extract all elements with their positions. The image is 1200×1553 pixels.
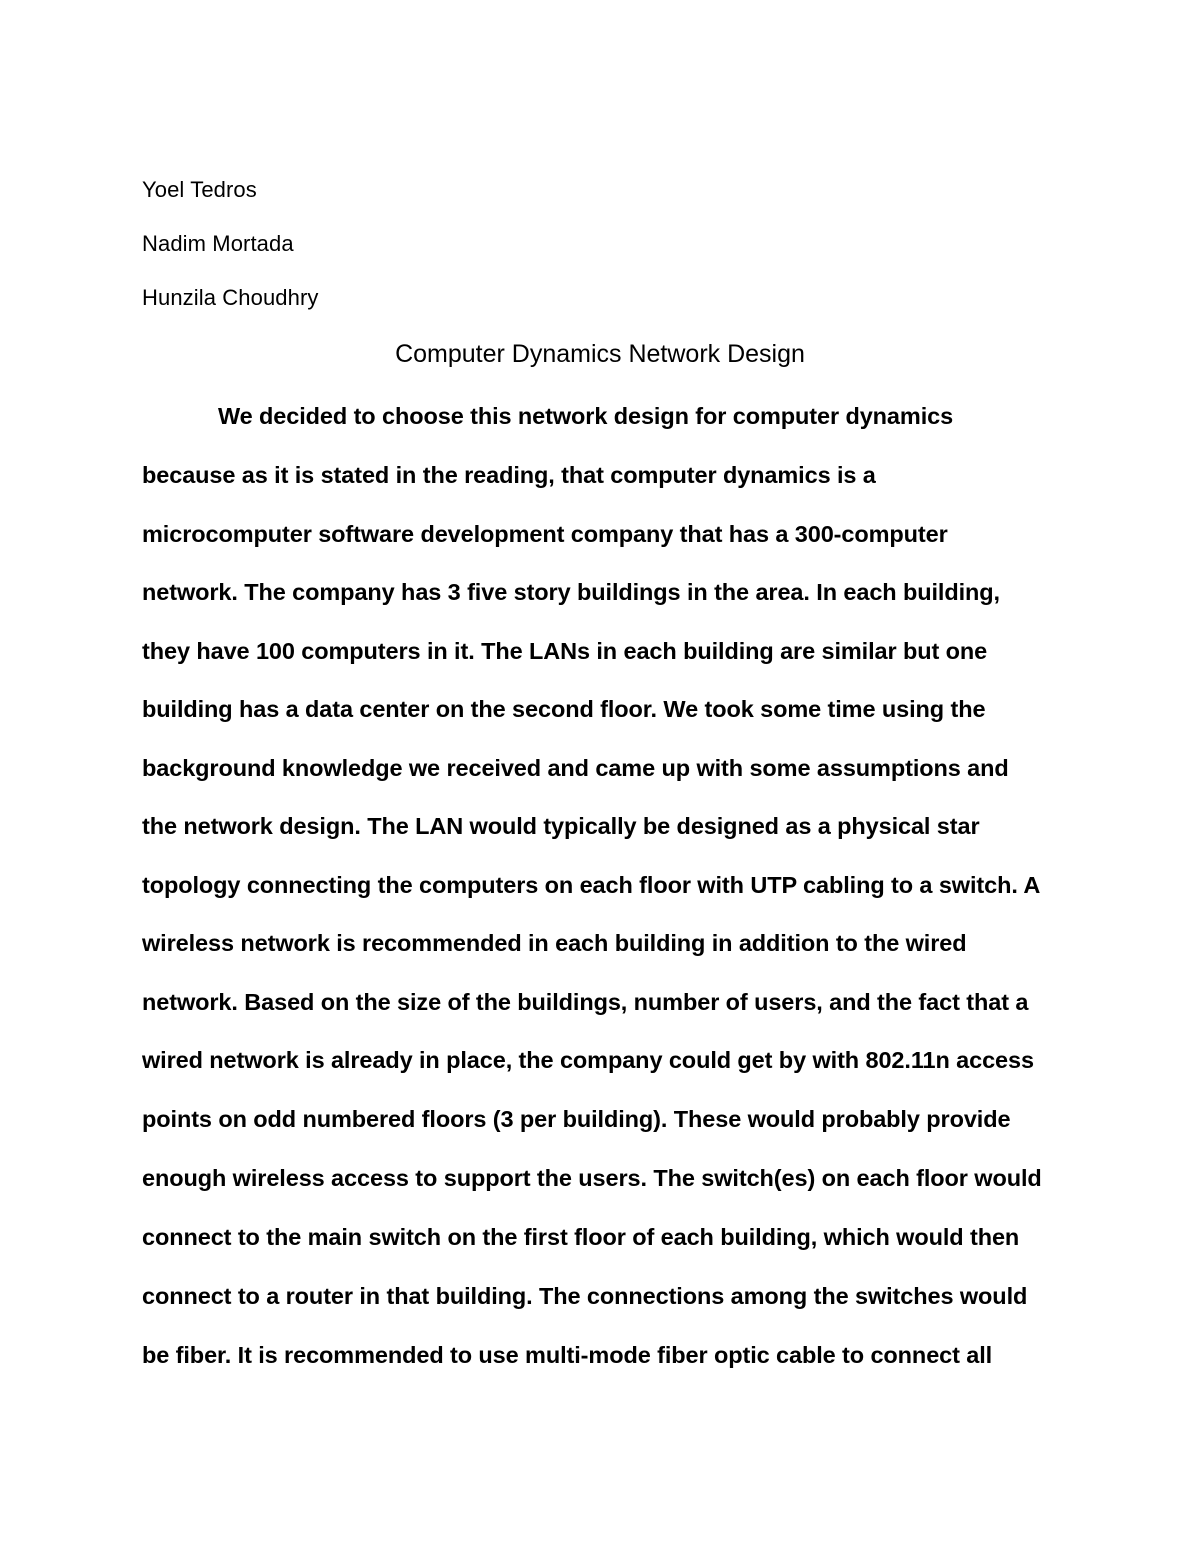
paragraph-line: connect to a router in that building. The connections among the switches would bbox=[142, 1283, 1028, 1309]
author-name: Hunzila Choudhry bbox=[142, 285, 319, 310]
author-name: Nadim Mortada bbox=[142, 231, 294, 256]
paragraph-line: be fiber. It is recommended to use multi-mode fiber optic cable to connect all bbox=[142, 1342, 993, 1368]
paragraph-line: connect to the main switch on the first floor of each building, which would then bbox=[142, 1224, 1020, 1250]
paragraph-line: the network design. The LAN would typically be designed as a physical star bbox=[142, 813, 980, 839]
paragraph-line: network. Based on the size of the buildings, number of users, and the fact that a bbox=[142, 989, 1029, 1015]
paragraph-line: We decided to choose this network design for computer dynamics bbox=[218, 403, 954, 429]
paragraph-line: background knowledge we received and came up with some assumptions and bbox=[142, 755, 1009, 781]
paragraph-line: topology connecting the computers on each floor with UTP cabling to a switch. A bbox=[142, 872, 1041, 898]
paragraph-line: enough wireless access to support the users. The switch(es) on each floor would bbox=[142, 1165, 1042, 1191]
paragraph-line: they have 100 computers in it. The LANs in each building are similar but one bbox=[142, 638, 988, 664]
paragraph-line: wireless network is recommended in each building in addition to the wired bbox=[142, 930, 967, 956]
paragraph-line: points on odd numbered floors (3 per building). These would probably provide bbox=[142, 1106, 1011, 1132]
paragraph-line: wired network is already in place, the company could get by with 802.11n access bbox=[142, 1047, 1034, 1073]
paragraph-line: network. The company has 3 five story buildings in the area. In each building, bbox=[142, 579, 1000, 605]
paragraph-line: building has a data center on the second floor. We took some time using the bbox=[142, 696, 986, 722]
document-title: Computer Dynamics Network Design bbox=[395, 340, 805, 368]
paragraph-line: because as it is stated in the reading, that computer dynamics is a bbox=[142, 462, 876, 488]
paragraph-line: microcomputer software development company that has a 300-computer bbox=[142, 521, 948, 547]
author-name: Yoel Tedros bbox=[142, 177, 257, 202]
